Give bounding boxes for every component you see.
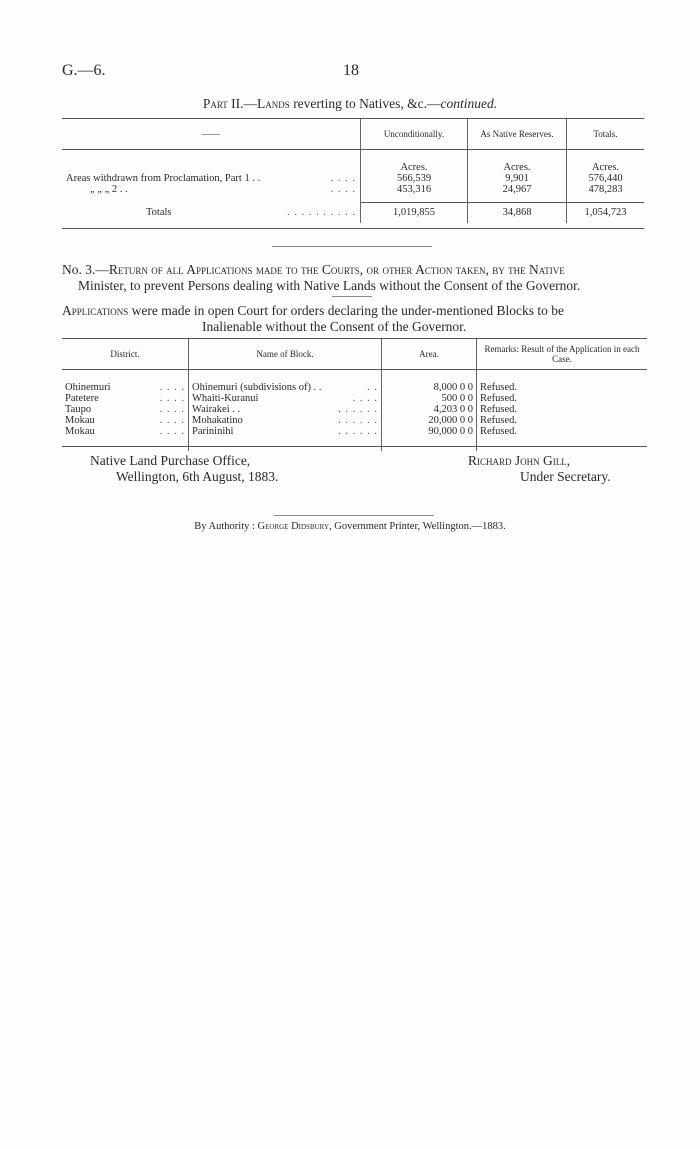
column-header-block-name: Name of Block. xyxy=(189,339,382,370)
area-cell: 500 0 0 xyxy=(382,393,477,404)
column-header-totals: Totals. xyxy=(567,119,645,150)
printer-name: George Didsbury xyxy=(257,521,330,532)
office-name: Native Land Purchase Office, xyxy=(90,453,251,468)
unit-label: Acres. xyxy=(567,162,645,173)
cell-value: 478,283 xyxy=(567,184,645,195)
cell-value: 566,539 xyxy=(361,173,468,184)
continued-label: continued. xyxy=(440,96,498,111)
block-cell: Ohinemuri (subdivisions of) . . xyxy=(192,381,322,393)
applications-line-2: Inalienable without the Consent of the Governor. xyxy=(202,319,467,334)
remarks-cell: Refused. xyxy=(477,415,648,426)
part-title-rest: reverting to Natives, &c.— xyxy=(289,96,441,111)
column-header-district: District. xyxy=(62,339,189,370)
area-cell: 90,000 0 0 xyxy=(382,426,477,437)
district-cell: Ohinemuri xyxy=(65,381,111,393)
leader-dots: . . . . . . . . . . xyxy=(287,207,356,218)
remarks-cell: Refused. xyxy=(477,393,648,404)
cell-value: 24,967 xyxy=(468,184,567,195)
row-label: Areas withdrawn from Proclamation, Part 1 . . xyxy=(66,172,261,184)
short-divider xyxy=(332,296,372,297)
lands-reverting-table xyxy=(62,118,644,223)
applications-line-1: were made in open Court for orders declaring the under-mentioned Blocks to be xyxy=(128,303,564,318)
applications-paragraph xyxy=(62,303,647,335)
table-row xyxy=(62,184,644,195)
row-label: „ „ „ 2 . . xyxy=(90,183,128,195)
column-header-unconditionally: Unconditionally. xyxy=(361,119,468,150)
area-cell: 20,000 0 0 xyxy=(382,415,477,426)
document-reference: G.—6. xyxy=(62,62,106,79)
district-cell: Patetere xyxy=(65,392,99,404)
cell-value: 453,316 xyxy=(361,184,468,195)
area-cell: 4,203 0 0 xyxy=(382,404,477,415)
section-3-title xyxy=(62,262,647,294)
block-cell: Mohakatino xyxy=(192,414,243,426)
column-header-native-reserves: As Native Reserves. xyxy=(468,119,567,150)
area-cell: 8,000 0 0 xyxy=(382,382,477,393)
table-bottom-rule xyxy=(62,228,644,229)
cell-value: 576,440 xyxy=(567,173,645,184)
part-label: Part II. xyxy=(202,96,244,111)
section-3-number: No. 3.— xyxy=(62,262,109,277)
page-number: 18 xyxy=(343,62,359,79)
table-row: Mokau . . . . Parininihi . . . . . . 90,000 0 0 Refused. xyxy=(62,426,647,437)
lands-label: Lands xyxy=(257,96,290,111)
imprint-prefix: By Authority : xyxy=(194,521,258,532)
table-row: Patetere . . . . Whaiti-Kuranui . . . . 500 0 0 Refused. xyxy=(62,393,647,404)
table-row: Ohinemuri . . . . Ohinemuri (subdivisions of) . . . . 8,000 0 0 Refused. xyxy=(62,382,647,393)
unit-label: Acres. xyxy=(468,162,567,173)
signatory-block xyxy=(468,453,611,485)
block-cell: Whaiti-Kuranui xyxy=(192,392,259,404)
footer-rule xyxy=(274,515,434,516)
total-value: 34,868 xyxy=(468,203,567,223)
remarks-cell: Refused. xyxy=(477,382,648,393)
total-value: 1,019,855 xyxy=(361,203,468,223)
totals-label: Totals xyxy=(146,207,172,218)
table-2-bottom-rule xyxy=(62,446,647,447)
unit-label: Acres. xyxy=(361,162,468,173)
district-cell: Taupo xyxy=(65,403,92,415)
column-header-remarks: Remarks: Result of the Application in each Case. xyxy=(477,339,648,370)
table-row xyxy=(62,173,644,184)
totals-row xyxy=(62,203,644,223)
column-header-blank: —— xyxy=(62,119,361,150)
place-date: Wellington, 6th August, 1883. xyxy=(116,469,279,484)
printer-imprint xyxy=(0,521,700,532)
block-cell: Wairakei . . xyxy=(192,403,241,415)
district-cell: Mokau xyxy=(65,414,95,426)
leader-dots: . . . . xyxy=(330,172,356,184)
signatory-name: Richard John Gill, xyxy=(468,453,571,468)
remarks-cell: Refused. xyxy=(477,404,648,415)
leader-dots: . . . . xyxy=(330,183,356,195)
applications-table xyxy=(62,338,647,451)
section-3-line-2: Minister, to prevent Persons dealing with Native Lands without the Consent of the Governor. xyxy=(78,278,581,293)
part-title xyxy=(0,96,700,112)
total-value: 1,054,723 xyxy=(567,203,645,223)
applications-lead: Applications xyxy=(62,303,129,318)
district-cell: Mokau xyxy=(65,425,95,437)
office-block xyxy=(90,453,278,485)
section-divider xyxy=(272,246,432,247)
signatory-title: Under Secretary. xyxy=(520,469,611,484)
section-3-line-1: Return of all Applications made to the Courts, or other Action taken, by the Native xyxy=(108,262,565,277)
cell-value: 9,901 xyxy=(468,173,567,184)
imprint-suffix: , Government Printer, Wellington.—1883. xyxy=(329,521,506,532)
column-header-area: Area. xyxy=(382,339,477,370)
block-cell: Parininihi xyxy=(192,425,234,437)
remarks-cell: Refused. xyxy=(477,426,648,437)
table-row: Mokau . . . . Mohakatino . . . . . . 20,000 0 0 Refused. xyxy=(62,415,647,426)
part-dash: — xyxy=(243,96,258,111)
table-row: Taupo . . . . Wairakei . . . . . . . . 4,203 0 0 Refused. xyxy=(62,404,647,415)
